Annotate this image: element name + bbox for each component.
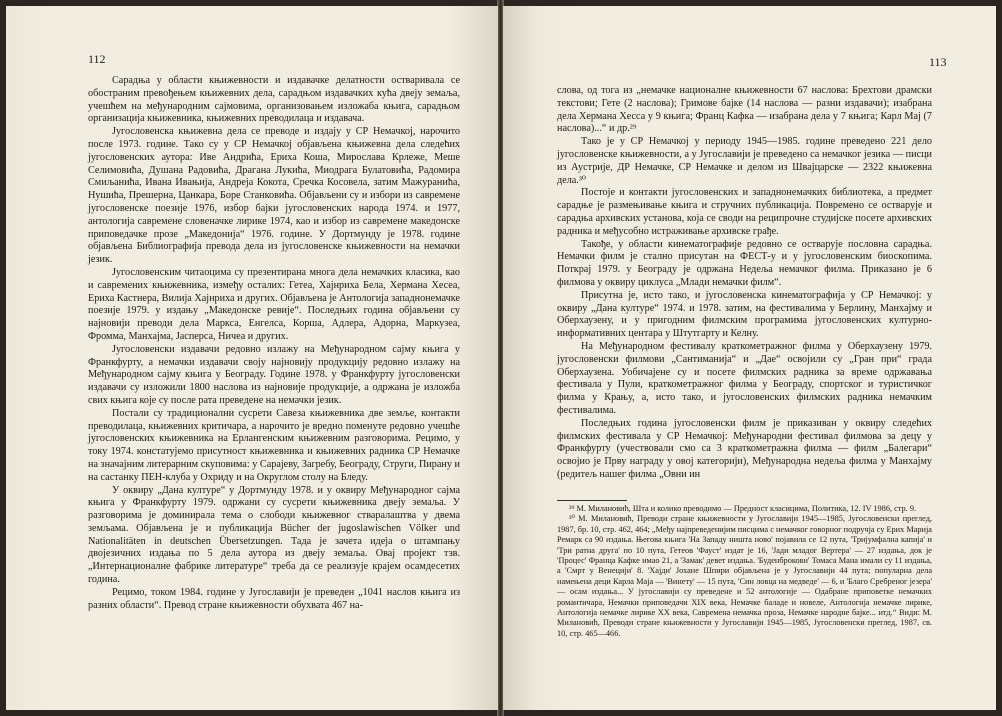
paragraph: Такође, у области кинематографије редовно се остварује пословна сарадња. Немачки филм је стално присутан на ФЕСТ-у и у југословенским биоскопима. Поткрај 1979. у Београду је одржана Недеља немачког филма. Приказано је 6 филмова у оквиру циклуса „Млади немачки филм“. xyxy=(557,238,932,288)
left-page xyxy=(6,6,498,710)
paragraph: У оквиру „Дана културе“ у Дортмунду 1978. и у оквиру Међународног сајма књига у Франкфурту 1979. одржани су сусрети књижевника двеју земаља. У разговорима је доминирала тема о слободи књижевног стваралаштва у двема земљама. Објављена је и публикација Bücher der jugoslawischen Völker und Nationalitäten in deutschen Übersetzungen. Тада је зачета идеја о штампању двојезичних издања по 5 дела аутора из двеју земаља. Овај пројект тзв. „Интернационалне фабрике литературе“ треба да се реализује крајем осамдесетих година. xyxy=(88,484,460,586)
footnote-divider xyxy=(557,500,627,501)
footnotes xyxy=(557,504,932,639)
page-number: 112 xyxy=(88,52,106,66)
paragraph: Тако је у СР Немачкој у периоду 1945—1985. године преведено 221 дело југословенске књижевности, а у Југославији је преведено са немачког језика — писци из Аустрије, ДР Немачке, СР Немачке и делом из Швајцарске — 2322 књижевна дела.³⁰ xyxy=(557,136,932,186)
right-page xyxy=(503,6,996,710)
paragraph: Рецимо, током 1984. године у Југославији је преведен „1041 наслов књига из разних области“. Превод стране књижевности обухвата 467 на- xyxy=(88,586,460,611)
footnote: ³⁰ М. Милановић, Преводи стране књижевности у Југославији 1945—1985, Југословенски преглед, 1987, бр. 10, стр. 462, 464; „Међу најпреведенијим писцима с немачког говорног подручја су Ерих Марија Ремарк са 90 издања. Његова књига 'На Западу ништа ново' појавила се 12 пута, 'Тријумфална капија' и 'Три ратна друга' по 10 пута, Гетеов 'Фауст' издат је 16, 'Јади младог Вертера' — 27 издања, док је 'Процес' Франца Кафке имао 21, а 'Замак' девет издања. 'Буденброкови' Томаса Мана имали су 11 издања, а 'Смрт у Венецији' 8. 'Хајди' Јохане Шпири објављена је у Југославији 44 пута; популарна дела намењена деци Карла Маја — 'Винету' — 15 пута, 'Син ловца на медведе' — 6, и 'Благо Сребреног језера' — осам издања... У југославији су преведене и 52 антологије — Одабране приповетке немачких романтичара, Немачки приповедачи XIX века, Немачке баладе и новеле, Антологија немачке лирике, Антологија немачке лирике XX века, Савремена немачка проза, Немачке народне бајке... итд.“ Види: М. Милановић, Преводи стране књижевности у Југославији 1945—1985, Југословенски преглед, 1987, св. 10, стр. 465—466. xyxy=(557,514,932,638)
paragraph: слова, од тога из „немачке националне књижевности 67 наслова: Брехтови драмски текстови; Гете (2 наслова); Гримове бајке (14 наслова — разни издавачи); изабрана дела Хермана Хесса у 9 књига; Франц Кафка — изабрана дела у 7 књига; Карл Мај (7 наслова)...“ и др.²⁹ xyxy=(557,85,932,135)
paragraph: На Међународном фестивалу краткометражног филма у Оберхаузену 1979. југословенски филмови „Сантиманија“ и „Дае“ освојили су „Гран при“ града Оберхаузена. Уобичајене су и посете филмских радника за време одржавања фестивала у Пули, краткометражног филма у Београду, спортског и туристичког филма у Крању, а, исто тако, и југословенских филмских радника немачким фестивалима. xyxy=(557,340,932,416)
footnote: ²⁹ М. Милановић, Шта и колико преводимо — Предност класицима, Политика, 12. IV 1986, стр. 9. xyxy=(569,504,917,513)
paragraph: Присутна је, исто тако, и југословенска кинематографија у СР Немачкој: у оквиру „Дана културе“ 1974. и 1978. затим, на фестивалима у Берлину, Манхајму и Оберхаузену, и у пригодним филмским програмима југословенских културно-информативних центара у Штутгарту и Келну. xyxy=(557,289,932,340)
paragraph: Југословенски издавачи редовно излажу на Међународном сајму књига у Франкфурту, а немачки издавачи своју најновију продукцију редовно излажу на Међународном сајму књига у Београду. Године 1978. у Франкфурту југословенски издавачи су изложили 1800 наслова из најновије продукције, а одржана је изложба свих књига које су после рата преведене на немачки језик. xyxy=(88,343,460,406)
body-text xyxy=(557,85,932,482)
paragraph: Сарадња у области књижевности и издавачке делатности остваривала се обостраним превођењем књижевних дела, сарадњом издавачких кућа двеју земаља, учешћем на међународним сајмовима, организовањем изложаба књига, сарадњом организација књижевника, књижевних преводилаца и издавача. xyxy=(88,75,460,125)
paragraph: Постали су традиционални сусрети Савеза књижевника две земље, контакти преводилаца, књижевних критичара, а нарочито је вредно поменуте редовно учешће југословенских књижевника на Ерлангенским књижевним разговорима. Рецимо, у току 1974. констатујемо присутност књижевника и књижевних радника СР Немачке на значајним литерарним скуповима: у Сарајеву, Загребу, Београду, Струги, Пирану и на састанку ПЕН-клуба у Охриду и на Округлом столу на Бледу. xyxy=(88,407,460,483)
paragraph: Југословенска књижевна дела се преводе и издају у СР Немачкој, нарочито после 1973. године. Тако су у СР Немачкој објављена књижевна дела следећих југословенских аутора: Иве Андрића, Ериха Коша, Мирослава Крлеже, Меше Селимовића, Душана Радовића, Драгана Лукића, Миодрага Булатовића, Радомира Смиљанића, Ивана Ивањија, Андреја Кокота, Сречка Косовела, затим Мажуранића, Нушића, Прешерна, Цанкара, Боре Станковића. Објављени су и избори из савремене југословенске поезије 1976, избор бајки југословенских народа 1974. и 1977, антологија савремене словеначке лирике 1974, као и избор из савремене македонске приповедачке прозе „Македонија“ 1976. године. У Дортмунду је 1978. године објављена Библиографија превода дела из југословенске књижевности на немачки језик. xyxy=(88,126,460,266)
body-text xyxy=(88,75,460,612)
paragraph: Југословенским читаоцима су презентирана многа дела немачких класика, као и савремених књижевника, између осталих: Гетеа, Хајнриха Бела, Хермана Хесеа, Ериха Кастнера, Вилија Хајнриха и других. Објављена је Антологија западнонемачке поезије 1979. у издању „Македонске ревије“. Последњих година објављени су најновији преводи дела Маркса, Енгелса, Корша, Адлера, Адорна, Маркузеа, Фромма, Манхајма, Јасперса, Ничеа и других. xyxy=(88,266,460,342)
paragraph: Последњих година југословенски филм је приказиван у оквиру следећих филмских фестивала у СР Немачкој: Међународни фестивал филмова за децу у Франкфурту (учествовали смо са 3 краткометражна филма — филм „Балегари“ освојио је Прву награду у овој категорији), Међународна недеља филма у Манхајму (редитељ нашег филма „Овни ин xyxy=(557,417,932,480)
page-number: 113 xyxy=(929,55,947,69)
paragraph: Постоје и контакти југословенских и западнонемачких библиотека, а предмет сарадње је размењивање књига и стручних публикација. Повремено се остварује и сарадња архивских установа, која се своди на реципрочне студијске посете архивских радника и међусобно истраживање архивске грађе. xyxy=(557,187,932,237)
